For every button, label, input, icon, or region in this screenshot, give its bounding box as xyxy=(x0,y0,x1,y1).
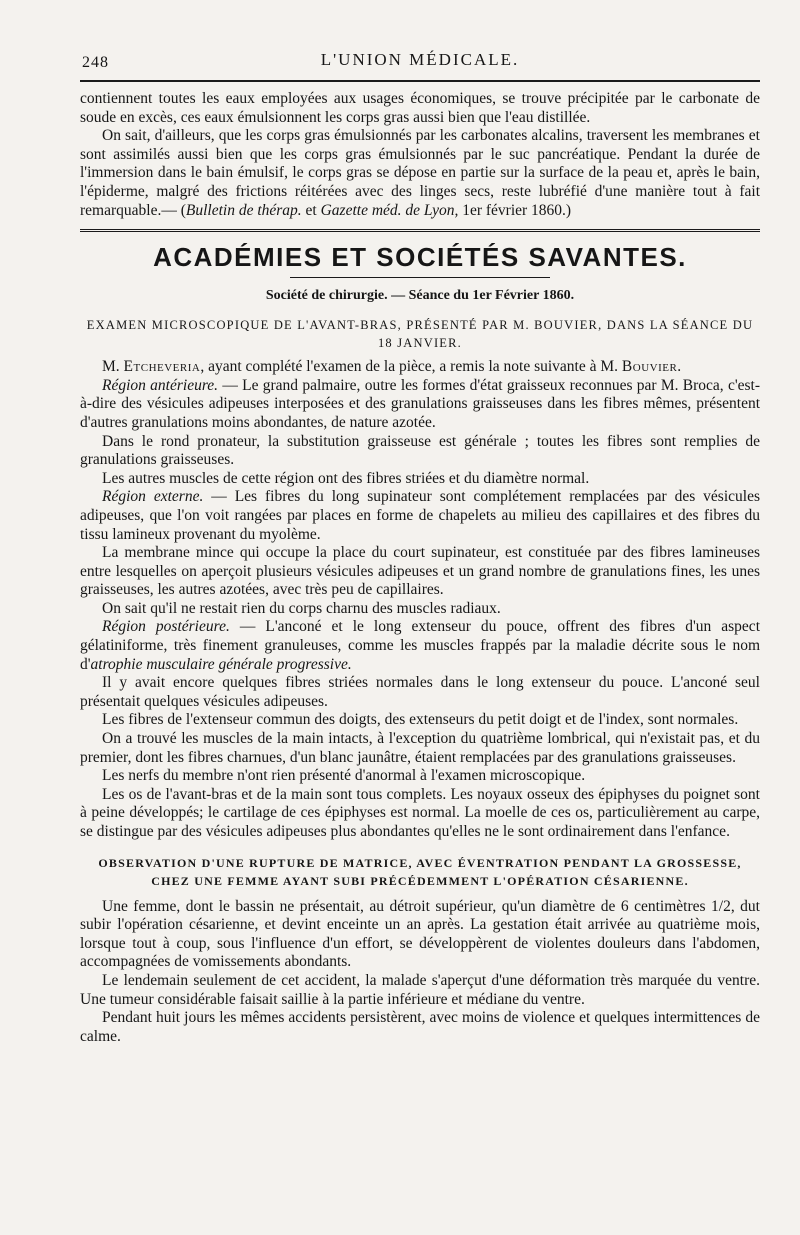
observation-paragraph-3: Pendant huit jours les mêmes accidents persistèrent, avec moins de violence et quelques intermittences de calme. xyxy=(80,1009,760,1045)
source-gazette: Gazette méd. de Lyon, xyxy=(320,201,459,219)
section-divider xyxy=(80,229,760,234)
observation-heading: OBSERVATION D'UNE RUPTURE DE MATRICE, AVEC ÉVENTRATION PENDANT LA GROSSESSE, CHEZ UNE FEMME AYANT SUBI PRÉCÉDEMMENT L'OPÉRATION CÉSARIENNE. xyxy=(98,855,742,888)
exam-paragraph-9: Il y avait encore quelques fibres striées normales dans le long extenseur du pouce. L'anconé seul présentait quelques vésicules adipeuses. xyxy=(80,674,760,710)
recipient-name: Bouvier xyxy=(621,358,678,376)
author-name: Etcheveria xyxy=(123,358,201,376)
exam-paragraph-10: Les fibres de l'extenseur commun des doigts, des extenseurs du petit doigt et de l'index, sont normales. xyxy=(102,711,739,729)
intro-paragraph-2 xyxy=(80,127,760,220)
exam-heading: EXAMEN MICROSCOPIQUE DE L'AVANT-BRAS, PRÉSENTÉ PAR M. BOUVIER, DANS LA SÉANCE DU 18 JANVIER. xyxy=(86,318,754,351)
intro-paragraph-2-text: On sait, d'ailleurs, que les corps gras émulsionnés par les carbonates alcalins, traversent les membranes et sont assimilés aussi bien que les corps gras émulsionnés par le suc pancréatique. Pendant la durée de l'immersion dans le bain émulsif, le corps gras se dépose en partie sur la surface de la peau et, après le bain, l'épiderme, malgré des frictions réitérées avec des linges secs, reste lubréfié d'une manière tout à fait remarquable.— ( xyxy=(80,127,760,219)
source-and: et xyxy=(301,201,321,219)
exam-p1-c: . xyxy=(677,358,682,376)
exam-p1-a: M. xyxy=(102,358,124,376)
exam-p1-b: , ayant complété l'examen de la pièce, a remis la note suivante à M. xyxy=(200,358,622,376)
header-rule xyxy=(80,80,760,82)
exam-paragraph-1 xyxy=(80,358,760,377)
exam-paragraph-12: Les nerfs du membre n'ont rien présenté d'anormal à l'examen microscopique. xyxy=(102,767,586,785)
source-date: 1er février 1860.) xyxy=(458,201,572,219)
session-line: Société de chirurgie. — Séance du 1er Février 1860. xyxy=(265,288,575,304)
exam-paragraph-6: La membrane mince qui occupe la place du court supinateur, est constituée par des fibres lamineuses entre lesquelles on aperçoit plusieurs vésicules adipeuses et un grand nombre de granulations fines, les unes graisseuses, les autres azotées, avec très peu de capillaires. xyxy=(80,544,760,599)
journal-title: L'UNION MÉDICALE. xyxy=(320,50,520,69)
exam-p2-text: — Le grand palmaire, outre les formes d'état graisseux reconnues par M. Broca, c'est-à-dire des vésicules adipeuses interposées et des granulations graisseuses dans les fibres mêmes, présentent d'autres granulations moins abondantes, de nature azotée. xyxy=(80,376,760,431)
section-title: ACADÉMIES ET SOCIÉTÉS SAVANTES. xyxy=(153,242,687,273)
running-head xyxy=(80,50,760,74)
exam-p5-text: — Les fibres du long supinateur sont complétement remplacées par des vésicules adipeuses, que l'on voit rangées par places en forme de chapelets au milieu des capillaires et des fibres du tissu lamineux provenant du myolème. xyxy=(80,488,760,543)
exam-paragraph-13: Les os de l'avant-bras et de la main sont tous complets. Les noyaux osseux des épiphyses du poignet sont à peine développés; le cartilage de ces épiphyses est normal. La moelle de ces os, particulièrement au carpe, se distingue par des vésicules adipeuses plus abondantes qu'elles ne le sont ordinairement dans l'enfance. xyxy=(80,785,760,840)
observation-paragraph-2: Le lendemain seulement de cet accident, la malade s'aperçut d'une déformation très marquée du ventre. Une tumeur considérable faisait saillie à la partie inférieure et médiane du ventre. xyxy=(80,971,760,1008)
title-underline xyxy=(290,277,550,278)
disease-term: atrophie musculaire générale progressive. xyxy=(90,655,352,673)
observation-paragraph-1: Une femme, dont le bassin ne présentait, au détroit supérieur, qu'un diamètre de 6 centimètres 1/2, dut subir l'opération césarienne, et devint enceinte un an après. La gestation était arrivée au quatrième mois, lorsque tout à coup, sous l'influence d'un effort, se développèrent de violentes douleurs dans l'abdomen, accompagnées de vomissements abondants. xyxy=(80,897,760,971)
exam-paragraph-3: Dans le rond pronateur, la substitution graisseuse est générale ; toutes les fibres sont remplies de granulations graisseuses. xyxy=(80,432,760,469)
intro-paragraph-1: contiennent toutes les eaux employées aux usages économiques, se trouve précipitée par le carbonate de soude en excès, ces eaux émulsionnent les corps gras aussi bien que l'eau distillée. xyxy=(80,90,760,126)
exam-paragraph-4: Les autres muscles de cette région ont des fibres striées et du diamètre normal. xyxy=(102,469,590,487)
exam-paragraph-5 xyxy=(80,488,760,544)
source-bulletin: Bulletin de thérap. xyxy=(185,201,302,219)
exam-paragraph-8 xyxy=(80,618,760,674)
exam-paragraph-7: On sait qu'il ne restait rien du corps charnu des muscles radiaux. xyxy=(102,599,501,617)
exam-paragraph-11: On a trouvé les muscles de la main intacts, à l'exception du quatrième lombrical, qui n'existait pas, et du premier, dont les fibres charnues, d'un blanc jaunâtre, étaient remplacées par des granulations graisseuses. xyxy=(80,730,760,766)
region-anterior-label: Région antérieure. xyxy=(102,376,219,394)
exam-p8-text: — L'anconé et le long extenseur du pouce, offrent des fibres d'un aspect gélatiniforme, très finement granuleuses, comme les muscles frappés par la maladie décrite sous le nom d' xyxy=(80,618,760,673)
region-posterior-label: Région postérieure. xyxy=(102,618,230,636)
region-external-label: Région externe. xyxy=(102,488,204,506)
exam-paragraph-2 xyxy=(80,377,760,433)
page-number: 248 xyxy=(82,54,109,71)
